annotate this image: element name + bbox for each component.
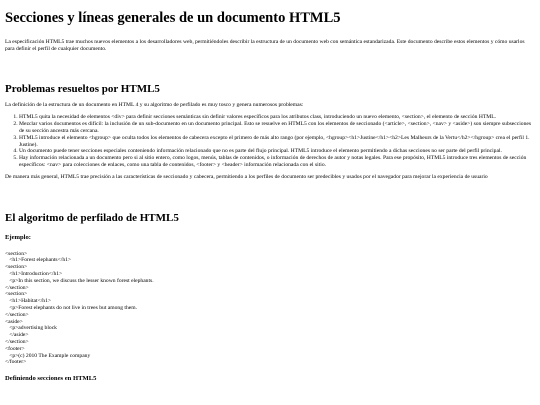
example-label: Ejemplo:: [5, 233, 32, 241]
list-item: 5. Hay información relacionada a un documento pero si al sitio entero, como logos, menús, tablas de contenidos, o información de derechos de autor y notas legales. Para ese propósito, HTML5 introduce tres elementos de sección específicos: <nav> para colecciones de enlaces, como una tabla de contenidos, <footer> y <header> información relacionada con el sitio.: [19, 155, 535, 169]
page-title: Secciones y líneas generales de un documento HTML5: [5, 10, 341, 26]
list-item: 3. HTML5 introduce el elemento <hgroup> que oculta todos los elementos de cabecera excepto el primero de más alto rango (por ejemplo, <hgroup><h1>Justine</h1><h2>Les Malheurs de la Vertu</h2></hgroup> crea el perfil 1. Justine).: [19, 135, 535, 149]
list-item: 4. Un documento puede tener secciones especiales conteniendo información relacionado que no es parte del flujo principal. HTML5 introduce el elemento permitiendo a dichas secciones no ser parte del perfil principal.: [19, 148, 535, 155]
list-item: 2. Mezclar varios documentos es difícil: la inclusión de un sub-documento en un documento principal. Esto se resuelve en HTML5 con los elementos de seccionado (<article>, <section>, <nav> y <aside>) son siempre subsecciones de su sección ancestra más cercana.: [19, 121, 535, 135]
section-heading-problems: Problemas resueltos por HTML5: [5, 82, 160, 95]
problems-closing-paragraph: De manera más general, HTML5 trae precisión a las características de seccionado y cabecera, permitiendo a los perfiles de documento ser predecibles y usados por el navegador para mejorar la experiencia de usuario: [5, 173, 488, 180]
problems-list: [5, 114, 535, 168]
problems-lead-paragraph: La definición de la estructura de un documento en HTML 4 y su algoritmo de perfilado es muy tosco y genera numerosos problemas:: [5, 101, 304, 108]
code-example: <section> <h1>Forest elephants</h1> <section> <h1>Introduction</h1> <p>In this section, we discuss the lesser known forest elephants. </section> <section> <h1>Habitat</h1> <p>Forest elephants do not live in trees but among them. </section> <aside> <p>advertising block </aside> </section> <footer> <p>(c) 2010 The Example company </footer>: [5, 250, 154, 366]
subheading-defining-sections: Definiendo secciones en HTML5: [5, 375, 97, 383]
section-heading-outline-algorithm: El algoritmo de perfilado de HTML5: [5, 211, 179, 224]
intro-paragraph: La especificación HTML5 trae muchos nuevos elementos a los desarrolladores web, permitiéndoles describir la estructura de un documento web con semántica estandarizada. Este documento describe estos elementos y cómo usarlos para definir el perfil de cualquier documento.: [5, 39, 525, 52]
list-item: 1. HTML5 quita la necesidad de elementos <div> para definir secciones semánticas sin definir valores específicos para los atributos class, introduciendo un nuevo elemento, <section>, el elemento de sección HTML.: [19, 114, 535, 121]
